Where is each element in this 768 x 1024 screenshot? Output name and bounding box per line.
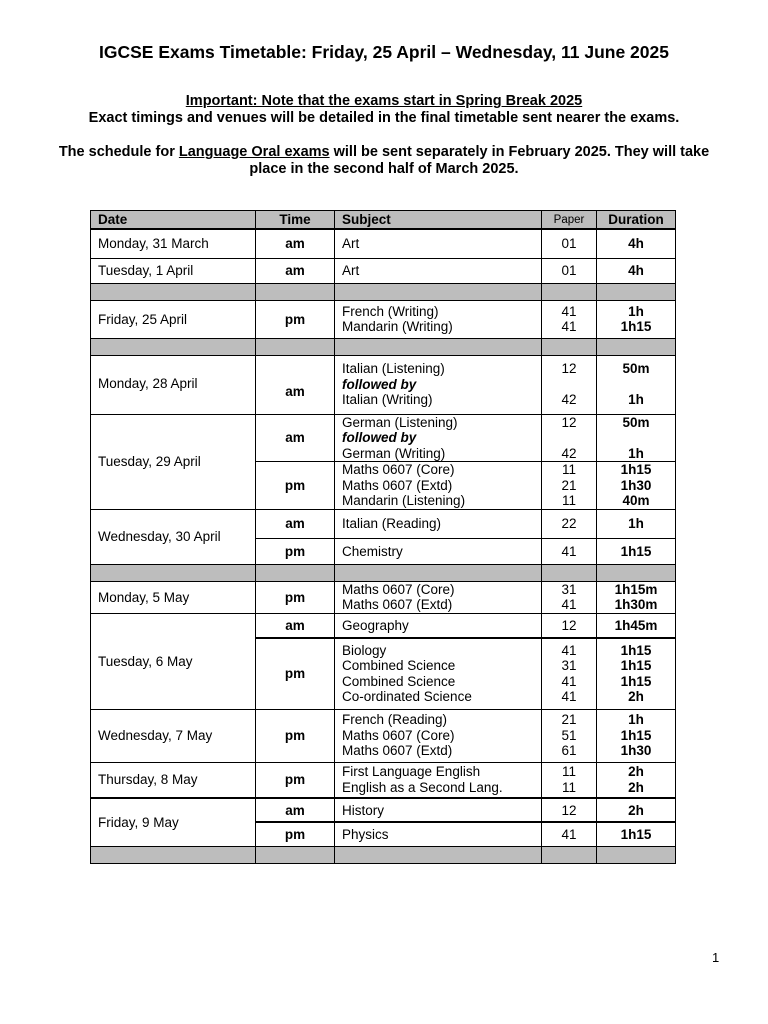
subject-line: Mandarin (Writing) [342, 319, 453, 334]
paper-line: 42 [561, 392, 577, 408]
time-cell: am [256, 613, 335, 638]
time-cell: pm [256, 300, 335, 338]
subject-cell [335, 355, 542, 414]
col-header-paper: Paper [542, 211, 597, 230]
time-cell: pm [256, 762, 335, 798]
paper-cell: 12 [542, 798, 597, 822]
paper-cell [542, 300, 597, 338]
table-row [91, 509, 676, 538]
paper-cell: 22 [542, 509, 597, 538]
duration-cell [597, 355, 676, 414]
subject-cell [335, 414, 542, 462]
subject-line: Maths 0607 (Extd) [342, 477, 453, 493]
subject-line: Maths 0607 (Extd) [342, 743, 453, 759]
date-cell: Monday, 28 April [91, 355, 256, 414]
duration-cell [597, 300, 676, 338]
subject-line: Biology [342, 642, 387, 658]
table-row [91, 798, 676, 822]
duration-line: 1h [628, 303, 644, 319]
time-cell: am [256, 509, 335, 538]
table-row [91, 613, 676, 638]
duration-line: 1h30 [620, 477, 652, 493]
time-cell: am [256, 798, 335, 822]
paper-line: 42 [561, 445, 577, 461]
date-cell: Thursday, 8 May [91, 762, 256, 798]
duration-line: 40m [622, 493, 650, 508]
time-cell: am [256, 414, 335, 462]
time-cell: am [256, 229, 335, 258]
subject-cell [335, 638, 542, 709]
duration-line: 50m [622, 361, 650, 377]
date-cell: Wednesday, 7 May [91, 709, 256, 762]
subject-cell [335, 462, 542, 510]
duration-line: 1h [628, 392, 644, 408]
table-row [91, 762, 676, 798]
table-row [91, 414, 676, 462]
subject-cell [335, 709, 542, 762]
paper-line: 51 [561, 727, 577, 743]
table-row [91, 581, 676, 613]
followed-by-note: followed by [342, 430, 417, 445]
oral-note [40, 144, 728, 178]
paper-line: 41 [561, 673, 577, 689]
paper-line: 41 [561, 689, 577, 705]
subject-line: Maths 0607 (Core) [342, 581, 455, 597]
subject-line: French (Reading) [342, 712, 448, 728]
subject-line: German (Writing) [342, 445, 446, 461]
page-title: IGCSE Exams Timetable: Friday, 25 April – Wednesday, 11 June 2025 [99, 42, 669, 62]
subject-cell: History [335, 798, 542, 822]
subject-line: French (Writing) [342, 303, 439, 319]
duration-line: 2h [628, 764, 644, 780]
paper-cell [542, 581, 597, 613]
paper-cell: 41 [542, 822, 597, 846]
duration-line: 50m [622, 414, 650, 430]
table-row [91, 258, 676, 283]
table-row [91, 709, 676, 762]
time-cell: pm [256, 709, 335, 762]
important-note: Important: Note that the exams start in Spring Break 2025 [185, 93, 583, 109]
paper-cell [542, 462, 597, 510]
subject-line: Mandarin (Listening) [342, 493, 466, 508]
paper-line: 41 [561, 319, 577, 334]
duration-cell [597, 762, 676, 798]
oral-exams-link-text: Language Oral exams [178, 144, 330, 160]
subject-line: First Language English [342, 764, 481, 780]
time-cell: am [256, 355, 335, 414]
paper-line: 31 [561, 581, 577, 597]
duration-line: 2h [628, 689, 644, 705]
subject-cell [335, 300, 542, 338]
paper-line: 31 [561, 658, 577, 674]
followed-by-note: followed by [342, 376, 417, 392]
date-cell: Monday, 5 May [91, 581, 256, 613]
time-cell: am [256, 258, 335, 283]
duration-cell: 4h [597, 258, 676, 283]
paper-line: 41 [561, 597, 577, 612]
duration-line: 1h15 [620, 642, 652, 658]
col-header-subject: Subject [335, 211, 542, 230]
paper-cell: 01 [542, 258, 597, 283]
time-cell: pm [256, 822, 335, 846]
subject-cell: Italian (Reading) [335, 509, 542, 538]
paper-cell [542, 414, 597, 462]
separator-row [91, 846, 676, 863]
table-row [91, 355, 676, 414]
exam-timetable [90, 210, 676, 864]
duration-line: 1h15 [620, 319, 652, 334]
duration-cell: 1h15 [597, 822, 676, 846]
col-header-time: Time [256, 211, 335, 230]
notes-block [40, 93, 728, 178]
separator-row [91, 338, 676, 355]
duration-cell: 1h15 [597, 538, 676, 564]
date-cell: Friday, 25 April [91, 300, 256, 338]
paper-line: 41 [561, 303, 577, 319]
separator-row [91, 283, 676, 300]
subject-line: Maths 0607 (Core) [342, 727, 455, 743]
oral-note-suffix: will be sent separately in February 2025. They will take place in the second half of March 2025. [249, 144, 710, 177]
duration-cell [597, 638, 676, 709]
paper-line: 12 [561, 414, 577, 430]
page-number: 1 [712, 950, 720, 965]
subject-cell [335, 581, 542, 613]
paper-line: 11 [561, 779, 576, 795]
time-cell: pm [256, 638, 335, 709]
date-cell: Tuesday, 29 April [91, 414, 256, 509]
paper-line: 11 [561, 462, 576, 477]
duration-line: 1h30m [614, 597, 658, 612]
duration-cell: 2h [597, 798, 676, 822]
duration-line: 1h15 [620, 727, 652, 743]
time-cell: pm [256, 581, 335, 613]
duration-line: 1h15 [620, 673, 652, 689]
duration-cell: 4h [597, 229, 676, 258]
paper-cell [542, 709, 597, 762]
paper-line: 41 [561, 642, 577, 658]
duration-line: 1h [628, 445, 644, 461]
date-cell: Tuesday, 1 April [91, 258, 256, 283]
date-cell: Friday, 9 May [91, 798, 256, 846]
duration-line: 2h [628, 779, 644, 795]
paper-line: 12 [561, 361, 577, 377]
paper-cell: 12 [542, 613, 597, 638]
subject-cell: Geography [335, 613, 542, 638]
date-cell: Tuesday, 6 May [91, 613, 256, 709]
oral-note-prefix: The schedule for [58, 144, 179, 160]
duration-cell [597, 581, 676, 613]
paper-cell [542, 355, 597, 414]
timings-note: Exact timings and venues will be detailed in the final timetable sent nearer the exams. [88, 110, 680, 126]
duration-cell: 1h [597, 509, 676, 538]
duration-line: 1h30 [620, 743, 652, 759]
subject-cell: Art [335, 258, 542, 283]
subject-line: Maths 0607 (Core) [342, 462, 455, 477]
paper-line: 11 [561, 764, 576, 780]
subject-cell: Physics [335, 822, 542, 846]
paper-cell: 41 [542, 538, 597, 564]
subject-cell: Chemistry [335, 538, 542, 564]
paper-line: 21 [561, 477, 577, 493]
time-cell: pm [256, 462, 335, 510]
paper-line: 61 [561, 743, 577, 759]
duration-cell [597, 462, 676, 510]
col-header-date: Date [91, 211, 256, 230]
paper-line: 11 [561, 493, 576, 508]
date-cell: Wednesday, 30 April [91, 509, 256, 564]
table-header-row [91, 211, 676, 230]
duration-line: 1h15 [620, 462, 652, 477]
duration-line: 1h15 [620, 658, 652, 674]
paper-cell [542, 638, 597, 709]
subject-line: Combined Science [342, 673, 456, 689]
paper-cell: 01 [542, 229, 597, 258]
subject-line: Co-ordinated Science [342, 689, 472, 705]
duration-cell: 1h45m [597, 613, 676, 638]
subject-line: English as a Second Lang. [342, 779, 503, 795]
time-cell: pm [256, 538, 335, 564]
table-row [91, 300, 676, 338]
duration-line: 1h15m [614, 581, 658, 597]
subject-line: Combined Science [342, 658, 456, 674]
duration-cell [597, 709, 676, 762]
paper-line: 21 [561, 712, 577, 728]
separator-row [91, 564, 676, 581]
subject-line: German (Listening) [342, 414, 458, 430]
duration-line: 1h [628, 712, 644, 728]
subject-line: Maths 0607 (Extd) [342, 597, 453, 612]
paper-cell [542, 762, 597, 798]
duration-cell [597, 414, 676, 462]
date-cell: Monday, 31 March [91, 229, 256, 258]
subject-line: Italian (Writing) [342, 392, 433, 408]
subject-cell: Art [335, 229, 542, 258]
table-row [91, 229, 676, 258]
subject-line: Italian (Listening) [342, 361, 445, 377]
subject-cell [335, 762, 542, 798]
col-header-duration: Duration [597, 211, 676, 230]
